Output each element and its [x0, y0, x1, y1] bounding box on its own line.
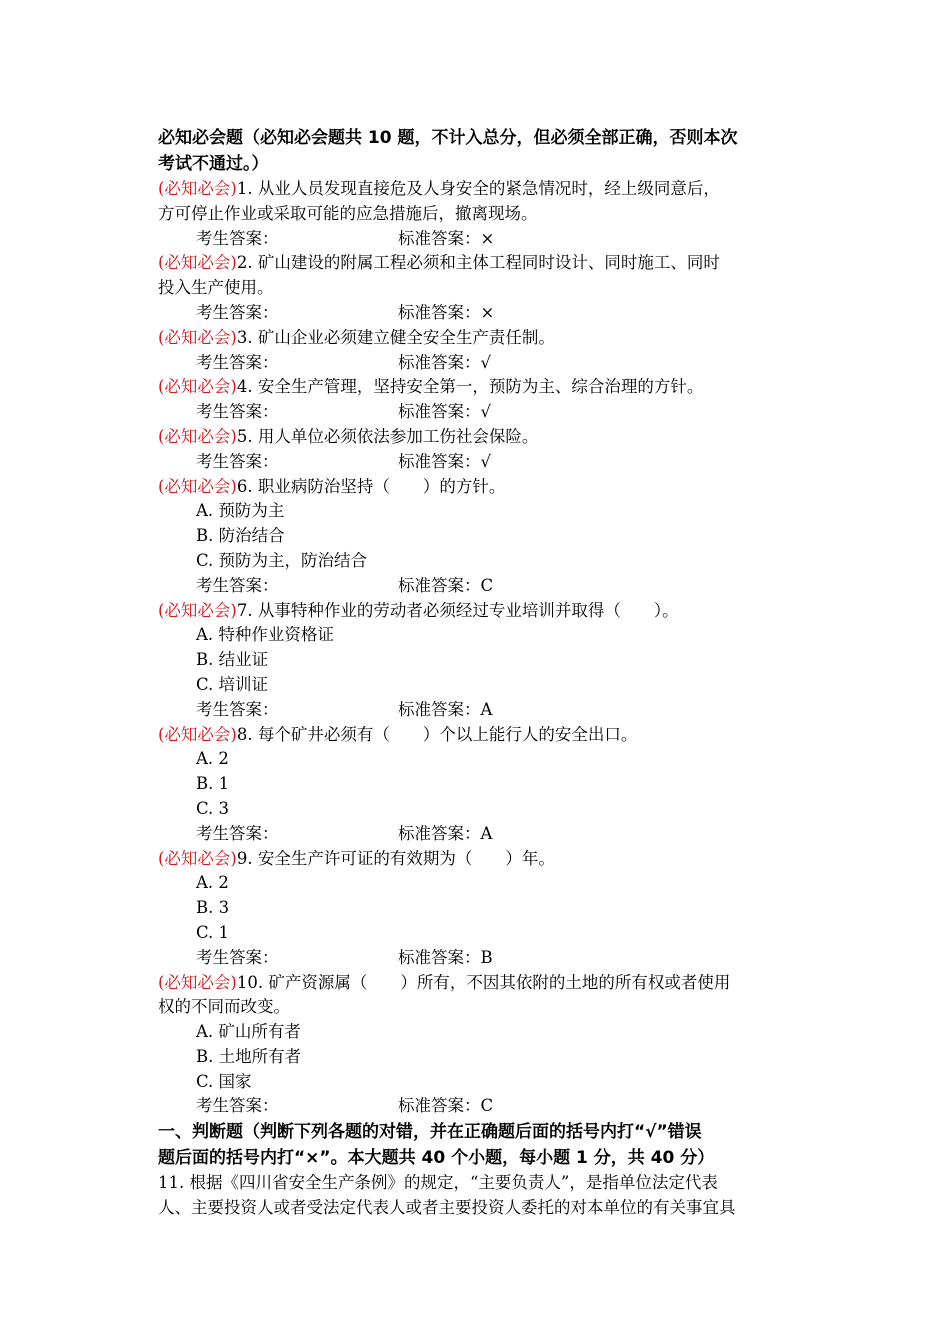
standard-answer-value: × — [480, 228, 495, 248]
standard-answer-value: √ — [480, 352, 492, 372]
mandatory-tag: (必知必会) — [158, 600, 237, 620]
answer-option: A. 2 — [196, 749, 229, 769]
question-block — [158, 326, 803, 376]
answer-option: C. 预防为主，防治结合 — [196, 550, 368, 570]
answer-row — [158, 1094, 803, 1119]
answer-row — [158, 822, 803, 847]
question-stem — [158, 723, 803, 748]
answer-option: C. 3 — [196, 798, 230, 818]
question-block — [158, 177, 803, 251]
question-stem — [158, 971, 803, 996]
standard-answer — [398, 227, 494, 252]
answer-option: A. 矿山所有者 — [196, 1022, 301, 1042]
candidate-answer-label: 考生答案： — [196, 352, 279, 372]
answer-row — [158, 450, 803, 475]
answer-option: B. 结业证 — [196, 650, 269, 670]
question-block — [158, 599, 803, 723]
section-title-judge-line1: 一、判断题（判断下列各题的对错，并在正确题后面的括号内打“√”错误 — [158, 1122, 702, 1143]
question-block — [158, 425, 803, 475]
question-stem-continuation — [158, 276, 803, 301]
question-11-line1: 11. 根据《四川省安全生产条例》的规定，“主要负责人”，是指单位法定代表 — [158, 1173, 718, 1193]
section-title-judge-line2: 题后面的括号内打“×”。本大题共 40 个小题，每小题 1 分，共 40 分） — [158, 1148, 715, 1169]
standard-answer-label: 标准答案： — [398, 947, 481, 967]
candidate-answer-label: 考生答案： — [196, 402, 279, 422]
candidate-answer-label: 考生答案： — [196, 699, 279, 719]
answer-option: A. 2 — [196, 873, 229, 893]
standard-answer-value: C — [480, 1096, 494, 1116]
question-text: 8. 每个矿井必须有（ ）个以上能行人的安全出口。 — [236, 724, 638, 744]
standard-answer — [398, 698, 492, 723]
document-page — [158, 125, 803, 1221]
question-stem — [158, 326, 803, 351]
standard-answer — [398, 822, 492, 847]
candidate-answer-label: 考生答案： — [196, 451, 279, 471]
question-stem — [158, 251, 803, 276]
candidate-answer-label: 考生答案： — [196, 947, 279, 967]
answer-option: A. 特种作业资格证 — [196, 625, 334, 645]
standard-answer-label: 标准答案： — [398, 228, 481, 248]
question-block — [158, 251, 803, 325]
standard-answer-label: 标准答案： — [398, 1096, 481, 1116]
question-text: 5. 用人单位必须依法参加工伤社会保险。 — [236, 426, 539, 446]
candidate-answer-label: 考生答案： — [196, 1096, 279, 1116]
answer-option: B. 防治结合 — [196, 526, 285, 546]
standard-answer-value: A — [480, 823, 493, 843]
question-text: 投入生产使用。 — [158, 278, 274, 298]
standard-answer — [398, 351, 491, 376]
standard-answer-label: 标准答案： — [398, 302, 481, 322]
standard-answer-value: B — [480, 947, 493, 967]
answer-option: A. 预防为主 — [196, 501, 285, 521]
question-11-line2: 人、主要投资人或者受法定代表人或者主要投资人委托的对本单位的有关事宜具 — [158, 1198, 736, 1218]
candidate-answer-label: 考生答案： — [196, 575, 279, 595]
standard-answer-value: A — [480, 699, 493, 719]
question-text: 9. 安全生产许可证的有效期为（ ）年。 — [236, 848, 555, 868]
question-stem — [158, 375, 803, 400]
standard-answer — [398, 450, 491, 475]
question-list — [158, 177, 803, 1119]
question-text: 6. 职业病防治坚持（ ）的方针。 — [236, 476, 506, 496]
mandatory-tag: (必知必会) — [158, 253, 237, 273]
answer-row — [158, 698, 803, 723]
standard-answer-label: 标准答案： — [398, 823, 481, 843]
answer-row — [158, 227, 803, 252]
question-text: 10. 矿产资源属（ ）所有，不因其依附的土地的所有权或者使用 — [236, 972, 731, 992]
question-block — [158, 971, 803, 1120]
standard-answer — [398, 946, 493, 971]
standard-answer-label: 标准答案： — [398, 451, 481, 471]
question-stem — [158, 847, 803, 872]
question-stem — [158, 599, 803, 624]
question-text: 7. 从事特种作业的劳动者必须经过专业培训并取得（ ）。 — [236, 600, 679, 620]
mandatory-tag: (必知必会) — [158, 377, 237, 397]
question-block — [158, 475, 803, 599]
answer-row — [158, 946, 803, 971]
standard-answer — [398, 1094, 493, 1119]
answer-option: B. 土地所有者 — [196, 1046, 302, 1066]
question-stem-continuation — [158, 995, 803, 1020]
mandatory-tag: (必知必会) — [158, 972, 237, 992]
mandatory-tag: (必知必会) — [158, 476, 237, 496]
question-stem-continuation — [158, 202, 803, 227]
mandatory-tag: (必知必会) — [158, 179, 237, 198]
question-text: 4. 安全生产管理，坚持安全第一，预防为主、综合治理的方针。 — [236, 377, 704, 397]
candidate-answer-label: 考生答案： — [196, 302, 279, 322]
answer-option: C. 培训证 — [196, 674, 269, 694]
mandatory-tag: (必知必会) — [158, 426, 237, 446]
mandatory-tag: (必知必会) — [158, 724, 237, 744]
question-block — [158, 847, 803, 971]
question-text: 权的不同而改变。 — [158, 997, 290, 1017]
standard-answer-value: × — [480, 302, 495, 322]
question-text: 2. 矿山建设的附属工程必须和主体工程同时设计、同时施工、同时 — [236, 253, 720, 273]
answer-row — [158, 351, 803, 376]
question-stem — [158, 425, 803, 450]
answer-row — [158, 301, 803, 326]
question-block — [158, 375, 803, 425]
answer-row — [158, 400, 803, 425]
standard-answer — [398, 400, 491, 425]
question-text: 1. 从业人员发现直接危及人身安全的紧急情况时，经上级同意后， — [236, 179, 720, 198]
mandatory-tag: (必知必会) — [158, 327, 237, 347]
section-title-mandatory-line1: 必知必会题（必知必会题共 10 题，不计入总分，但必须全部正确，否则本次 — [158, 128, 738, 148]
standard-answer-value: √ — [480, 451, 492, 471]
question-text: 3. 矿山企业必须建立健全安全生产责任制。 — [236, 327, 555, 347]
standard-answer-value: √ — [480, 402, 492, 422]
standard-answer-label: 标准答案： — [398, 402, 481, 422]
mandatory-tag: (必知必会) — [158, 848, 237, 868]
question-stem — [158, 177, 803, 202]
standard-answer-label: 标准答案： — [398, 699, 481, 719]
question-text: 方可停止作业或采取可能的应急措施后，撤离现场。 — [158, 203, 538, 223]
candidate-answer-label: 考生答案： — [196, 228, 279, 248]
section-title-mandatory-line2: 考试不通过。） — [158, 154, 269, 174]
answer-option: B. 3 — [196, 898, 230, 918]
standard-answer-label: 标准答案： — [398, 575, 481, 595]
answer-option: C. 1 — [196, 922, 230, 942]
answer-option: B. 1 — [196, 774, 230, 794]
candidate-answer-label: 考生答案： — [196, 823, 279, 843]
standard-answer-label: 标准答案： — [398, 352, 481, 372]
standard-answer-value: C — [480, 575, 494, 595]
standard-answer — [398, 301, 494, 326]
answer-row — [158, 574, 803, 599]
answer-option: C. 国家 — [196, 1071, 252, 1091]
question-stem — [158, 475, 803, 500]
standard-answer — [398, 574, 493, 599]
question-block — [158, 723, 803, 847]
